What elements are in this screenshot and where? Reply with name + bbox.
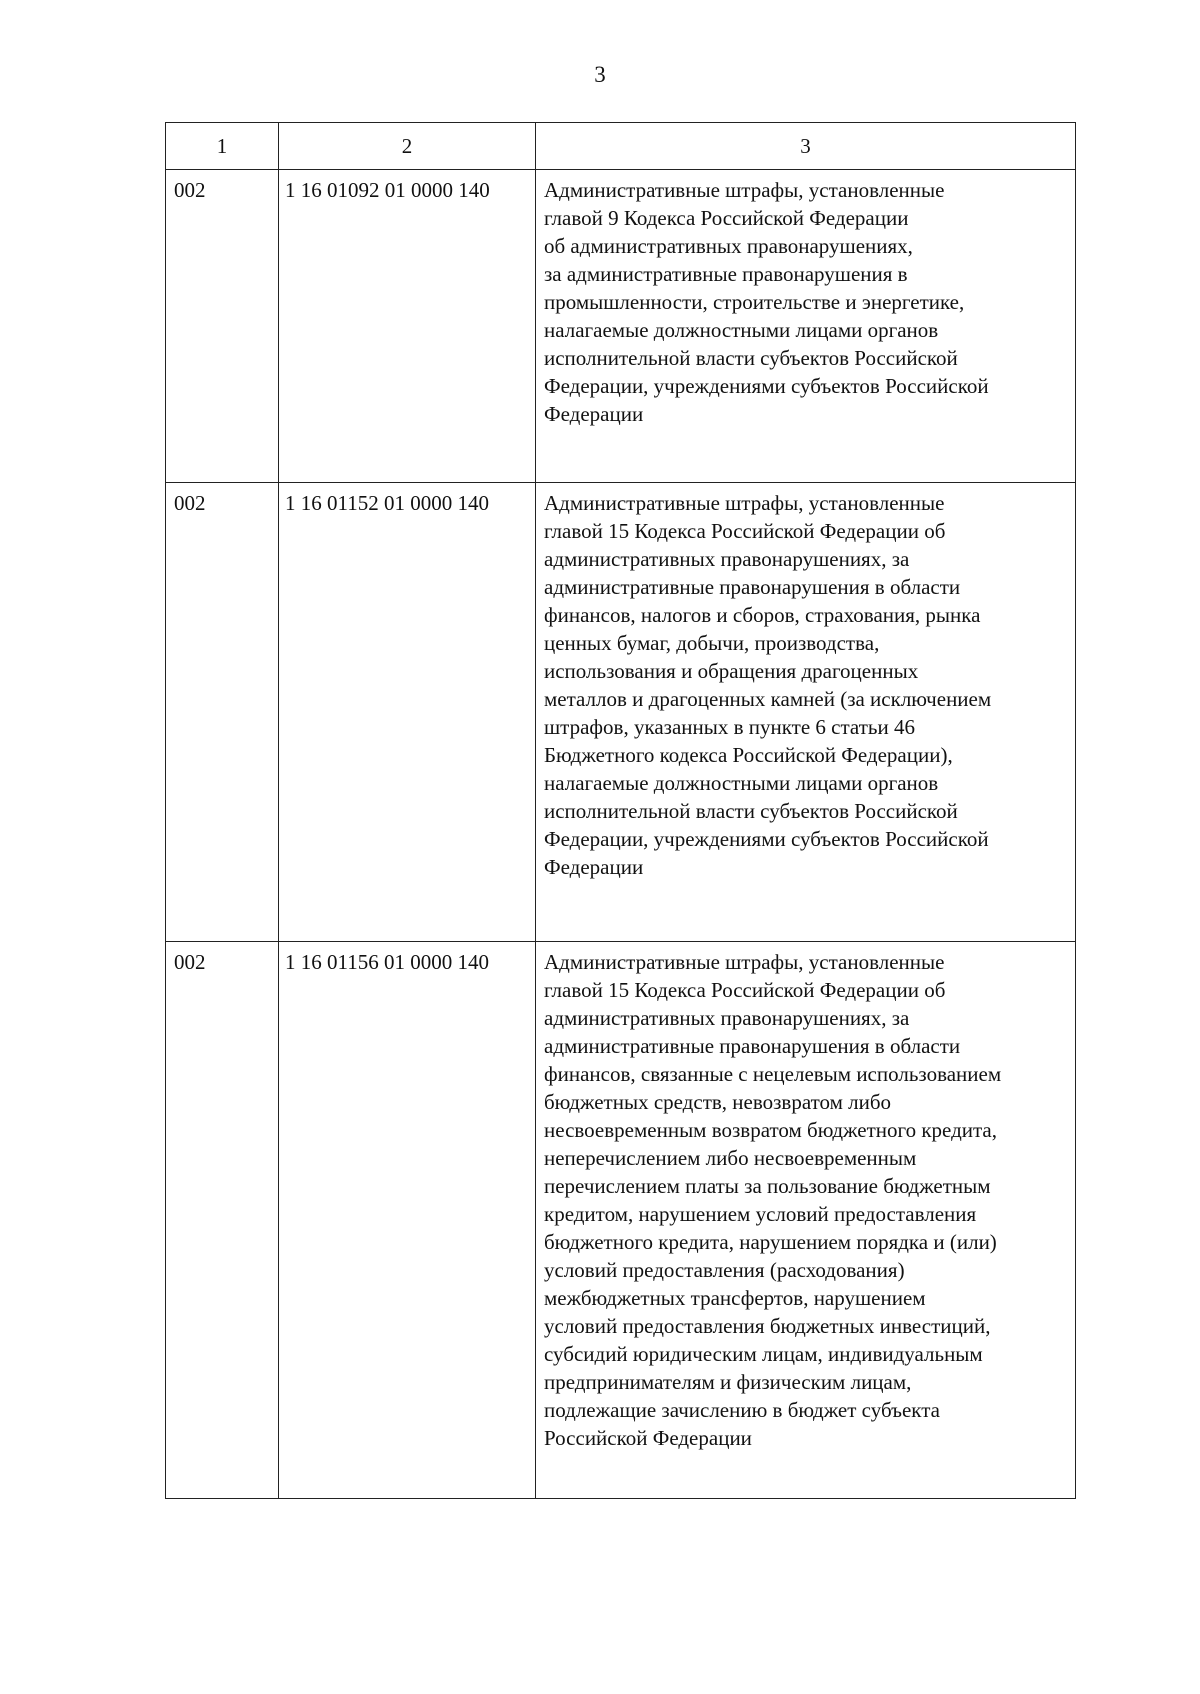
description-line: Российской Федерации [544, 1426, 752, 1450]
admin-code-cell: 002 [166, 942, 279, 1499]
kbk-code-cell: 1 16 01092 01 0000 140 [279, 170, 536, 483]
description-line: Федерации [544, 855, 644, 879]
description-line: Административные штрафы, установленные [544, 950, 945, 974]
description-cell [536, 483, 1076, 942]
table-row [166, 170, 1076, 483]
description-line: административных правонарушениях, за [544, 1006, 910, 1030]
description-line: финансов, связанные с нецелевым использованием [544, 1062, 1002, 1086]
description-line: об административных правонарушениях, [544, 234, 913, 258]
description-line: административные правонарушения в области [544, 575, 961, 599]
description-line: административных правонарушениях, за [544, 547, 910, 571]
budget-codes-table [165, 122, 1076, 1499]
description-line: финансов, налогов и сборов, страхования, рынка [544, 603, 981, 627]
description-line: промышленности, строительстве и энергетике, [544, 290, 965, 314]
description-line: Административные штрафы, установленные [544, 491, 945, 515]
description-cell [536, 942, 1076, 1499]
description-line: кредитом, нарушением условий предоставления [544, 1202, 977, 1226]
description-line: Федерации [544, 402, 644, 426]
description-line: межбюджетных трансфертов, нарушением [544, 1286, 926, 1310]
description-line: перечислением платы за пользование бюджетным [544, 1174, 991, 1198]
description-line: подлежащие зачислению в бюджет субъекта [544, 1398, 940, 1422]
description-line: Бюджетного кодекса Российской Федерации), [544, 743, 953, 767]
description-line: условий предоставления (расходования) [544, 1258, 905, 1282]
description-line: Федерации, учреждениями субъектов Российской [544, 827, 989, 851]
description-line: за административные правонарушения в [544, 262, 908, 286]
description-cell [536, 170, 1076, 483]
description-line: ценных бумаг, добычи, производства, [544, 631, 880, 655]
description-line: металлов и драгоценных камней (за исключением [544, 687, 992, 711]
page-number: 3 [594, 62, 606, 87]
kbk-code-cell: 1 16 01156 01 0000 140 [279, 942, 536, 1499]
description-line: бюджетных средств, невозвратом либо [544, 1090, 892, 1114]
description-line: бюджетного кредита, нарушением порядка и (или) [544, 1230, 997, 1254]
description-line: субсидий юридическим лицам, индивидуальным [544, 1342, 983, 1366]
kbk-code-cell: 1 16 01152 01 0000 140 [279, 483, 536, 942]
column-header-1: 1 [166, 123, 279, 170]
column-header-3: 3 [536, 123, 1076, 170]
admin-code-cell: 002 [166, 170, 279, 483]
admin-code-cell: 002 [166, 483, 279, 942]
table-row [166, 483, 1076, 942]
description-line: главой 15 Кодекса Российской Федерации об [544, 519, 946, 543]
description-line: предпринимателям и физическим лицам, [544, 1370, 912, 1394]
description-line: главой 15 Кодекса Российской Федерации об [544, 978, 946, 1002]
description-line: административные правонарушения в области [544, 1034, 961, 1058]
table-header-row [166, 123, 1076, 170]
description-line: налагаемые должностными лицами органов [544, 318, 939, 342]
description-line: использования и обращения драгоценных [544, 659, 919, 683]
description-line: условий предоставления бюджетных инвестиций, [544, 1314, 991, 1338]
column-header-2: 2 [279, 123, 536, 170]
description-line: Федерации, учреждениями субъектов Российской [544, 374, 989, 398]
description-line: штрафов, указанных в пункте 6 статьи 46 [544, 715, 915, 739]
description-line: исполнительной власти субъектов Российской [544, 346, 958, 370]
description-line: главой 9 Кодекса Российской Федерации [544, 206, 909, 230]
description-line: несвоевременным возвратом бюджетного кредита, [544, 1118, 997, 1142]
table-row [166, 942, 1076, 1499]
description-line: неперечислением либо несвоевременным [544, 1146, 917, 1170]
description-line: исполнительной власти субъектов Российской [544, 799, 958, 823]
description-line: налагаемые должностными лицами органов [544, 771, 939, 795]
description-line: Административные штрафы, установленные [544, 178, 945, 202]
